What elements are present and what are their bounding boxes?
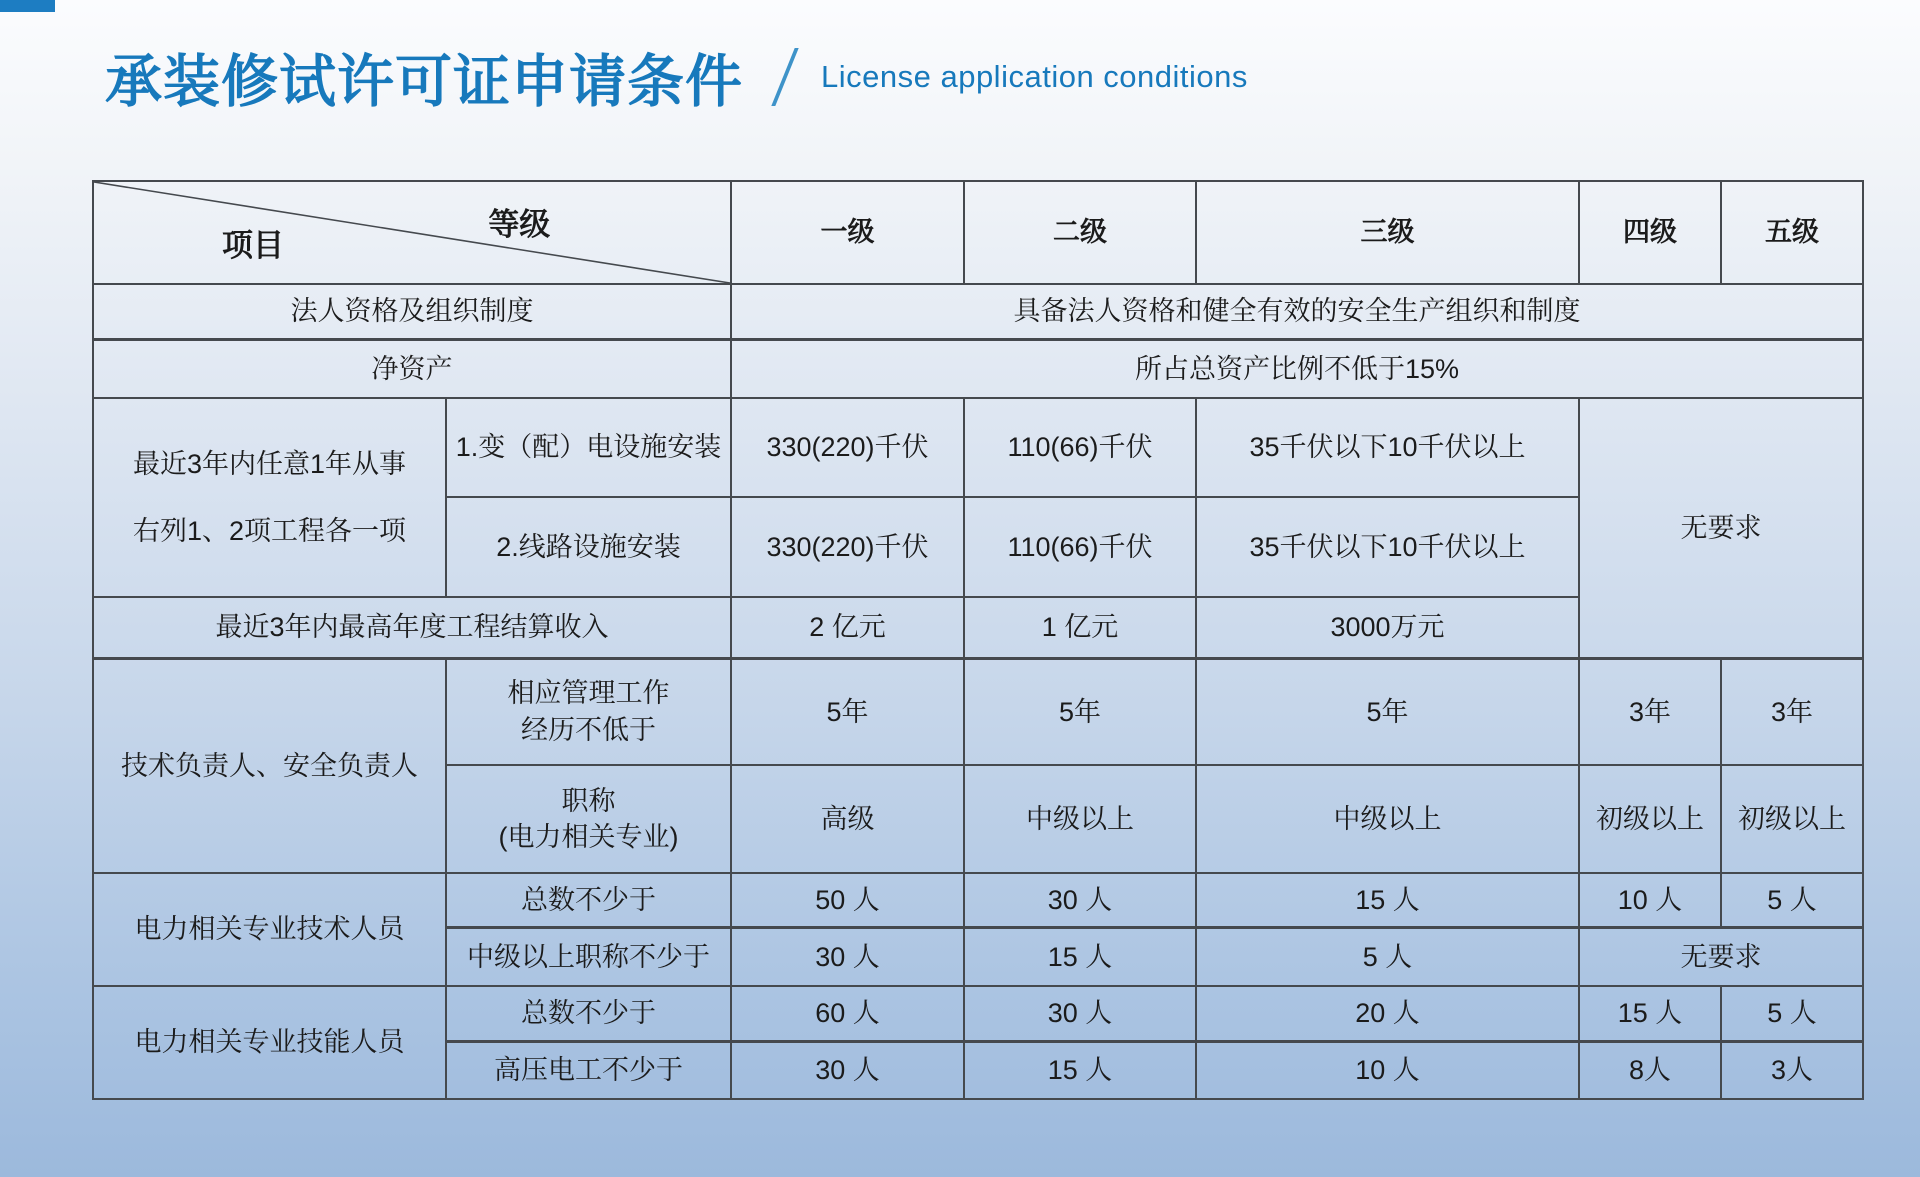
corner-accent-mark bbox=[0, 0, 55, 12]
cell-title-level3: 中级以上 bbox=[1196, 765, 1579, 873]
cell-tech-mid-level1: 30 人 bbox=[731, 927, 964, 986]
cell-skill-staff-label: 电力相关专业技能人员 bbox=[93, 986, 446, 1099]
row-tech-total bbox=[93, 873, 1863, 927]
cell-no-requirement-small: 无要求 bbox=[1579, 927, 1863, 986]
cell-revenue-level2: 1 亿元 bbox=[964, 597, 1196, 658]
cell-hv-label: 高压电工不少于 bbox=[446, 1041, 731, 1099]
mgmt-label-line1: 相应管理工作 bbox=[507, 678, 670, 709]
cell-title-level2: 中级以上 bbox=[964, 765, 1196, 873]
page-title-english: License application conditions bbox=[821, 59, 1248, 94]
corner-label-grade: 等级 bbox=[488, 207, 551, 242]
title-label-line1: 职称 bbox=[561, 785, 616, 816]
title-label-line2: (电力相关专业) bbox=[498, 822, 679, 852]
cell-leaders-label: 技术负责人、安全负责人 bbox=[93, 658, 446, 873]
cell-hv-level2: 15 人 bbox=[964, 1041, 1196, 1099]
header-level-2: 二级 bbox=[964, 181, 1196, 284]
cell-sub2-level2: 110(66)千伏 bbox=[964, 497, 1196, 597]
corner-label-item: 项目 bbox=[222, 228, 284, 264]
experience-label-line2: 右列1、2项工程各一项 bbox=[132, 515, 407, 546]
cell-sub1-level3: 35千伏以下10千伏以上 bbox=[1196, 398, 1579, 497]
cell-mgmt-level4: 3年 bbox=[1579, 658, 1721, 765]
cell-experience-label bbox=[93, 398, 446, 597]
cell-mgmt-level5: 3年 bbox=[1721, 658, 1863, 765]
cell-net-assets-label: 净资产 bbox=[93, 339, 731, 398]
cell-sub1-level1: 330(220)千伏 bbox=[731, 398, 964, 497]
cell-hv-level4: 8人 bbox=[1579, 1041, 1721, 1099]
row-legal bbox=[93, 284, 1863, 339]
cell-sub2-level1: 330(220)千伏 bbox=[731, 497, 964, 597]
cell-hv-level5: 3人 bbox=[1721, 1041, 1863, 1099]
cell-hv-level1: 30 人 bbox=[731, 1041, 964, 1099]
row-net-assets bbox=[93, 339, 1863, 398]
mgmt-label-line2: 经历不低于 bbox=[521, 714, 656, 745]
cell-title-level4: 初级以上 bbox=[1579, 765, 1721, 873]
cell-tech-total-level2: 30 人 bbox=[964, 873, 1196, 927]
row-experience-sub1 bbox=[93, 398, 1863, 497]
diagonal-corner-cell bbox=[93, 181, 731, 284]
cell-skill-total-level2: 30 人 bbox=[964, 986, 1196, 1041]
page-title-chinese: 承装修试许可证申请条件 bbox=[105, 50, 743, 114]
cell-tech-mid-label: 中级以上职称不少于 bbox=[446, 927, 731, 986]
cell-mgmt-level2: 5年 bbox=[964, 658, 1196, 765]
cell-revenue-level3: 3000万元 bbox=[1196, 597, 1579, 658]
cell-sub1-label: 1.变（配）电设施安装 bbox=[446, 398, 731, 497]
cell-hv-level3: 10 人 bbox=[1196, 1041, 1579, 1099]
cell-no-requirement-large: 无要求 bbox=[1579, 398, 1863, 658]
experience-label-line1: 最近3年内任意1年从事 bbox=[132, 449, 407, 480]
cell-mgmt-label bbox=[446, 658, 731, 765]
cell-legal-label: 法人资格及组织制度 bbox=[93, 284, 731, 339]
header-level-3: 三级 bbox=[1196, 181, 1579, 284]
cell-skill-total-level3: 20 人 bbox=[1196, 986, 1579, 1041]
header-level-1: 一级 bbox=[731, 181, 964, 284]
cell-tech-total-level1: 50 人 bbox=[731, 873, 964, 927]
cell-tech-total-level4: 10 人 bbox=[1579, 873, 1721, 927]
header-level-4: 四级 bbox=[1579, 181, 1721, 284]
cell-mgmt-level3: 5年 bbox=[1196, 658, 1579, 765]
cell-net-assets-value: 所占总资产比例不低于15% bbox=[731, 339, 1863, 398]
license-conditions-table bbox=[92, 180, 1864, 1100]
cell-skill-total-level1: 60 人 bbox=[731, 986, 964, 1041]
cell-skill-total-level4: 15 人 bbox=[1579, 986, 1721, 1041]
table-header-row bbox=[93, 181, 1863, 284]
cell-mgmt-level1: 5年 bbox=[731, 658, 964, 765]
cell-tech-total-level5: 5 人 bbox=[1721, 873, 1863, 927]
cell-tech-staff-label: 电力相关专业技术人员 bbox=[93, 873, 446, 986]
cell-title-label bbox=[446, 765, 731, 873]
cell-revenue-label: 最近3年内最高年度工程结算收入 bbox=[93, 597, 731, 658]
cell-skill-total-level5: 5 人 bbox=[1721, 986, 1863, 1041]
row-leaders-mgmt bbox=[93, 658, 1863, 765]
cell-tech-mid-level3: 5 人 bbox=[1196, 927, 1579, 986]
title-slash-divider bbox=[771, 48, 798, 106]
cell-sub2-label: 2.线路设施安装 bbox=[446, 497, 731, 597]
cell-revenue-level1: 2 亿元 bbox=[731, 597, 964, 658]
cell-title-level1: 高级 bbox=[731, 765, 964, 873]
cell-tech-total-label: 总数不少于 bbox=[446, 873, 731, 927]
row-skill-total bbox=[93, 986, 1863, 1041]
cell-legal-value: 具备法人资格和健全有效的安全生产组织和制度 bbox=[731, 284, 1863, 339]
cell-sub2-level3: 35千伏以下10千伏以上 bbox=[1196, 497, 1579, 597]
cell-tech-total-level3: 15 人 bbox=[1196, 873, 1579, 927]
diagonal-line bbox=[94, 182, 730, 283]
cell-sub1-level2: 110(66)千伏 bbox=[964, 398, 1196, 497]
cell-skill-total-label: 总数不少于 bbox=[446, 986, 731, 1041]
page-header bbox=[105, 36, 1248, 118]
cell-tech-mid-level2: 15 人 bbox=[964, 927, 1196, 986]
cell-title-level5: 初级以上 bbox=[1721, 765, 1863, 873]
header-level-5: 五级 bbox=[1721, 181, 1863, 284]
